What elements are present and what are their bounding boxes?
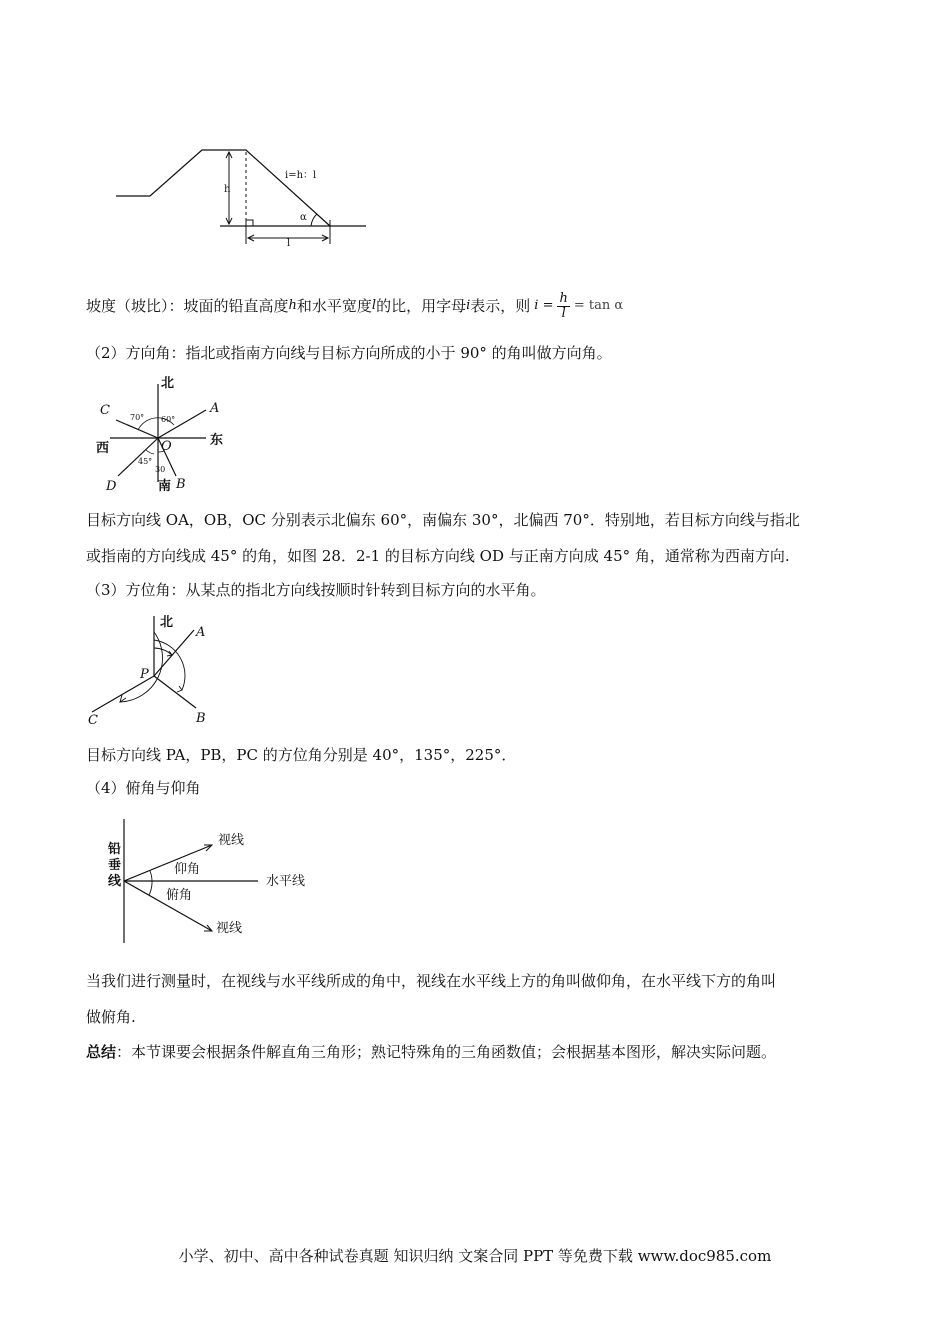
point-a-label: A bbox=[210, 401, 220, 416]
point-d-label: D bbox=[106, 479, 117, 494]
angle-45-label: 45° bbox=[138, 457, 153, 466]
alpha-label: α bbox=[300, 212, 307, 223]
elevation-label: 仰角 bbox=[174, 862, 201, 877]
elevation-depression-figure bbox=[100, 815, 360, 947]
point-c-label: C bbox=[100, 403, 110, 418]
angle-60-label: 60° bbox=[161, 415, 176, 424]
bearing-c-label: C bbox=[88, 713, 98, 728]
summary-text: ：本节课要会根据条件解直角三角形；熟记特殊角的三角函数值；会根据基本图形，解决实际问题。 bbox=[116, 1043, 777, 1061]
slope-profile bbox=[116, 150, 330, 226]
vertical-char-1: 铅 bbox=[108, 842, 122, 857]
section-4-heading: （4）俯角与仰角 bbox=[86, 779, 201, 797]
direction-explanation-line-2: 或指南的方向线成 45° 的角，如图 28．2-1 的目标方向线 OD 与正南方向成 45° 角，通常称为西南方向. bbox=[86, 547, 790, 565]
bearing-b-label: B bbox=[196, 711, 206, 726]
h-label: h bbox=[224, 184, 231, 195]
bearing-p-label: P bbox=[140, 667, 149, 682]
section-3-heading: （3）方位角：从某点的指北方向线按顺时针转到目标方向的水平角。 bbox=[86, 581, 546, 599]
ratio-label: i=h：l bbox=[285, 170, 317, 181]
sight-down-label: 视线 bbox=[216, 921, 243, 936]
depression-label: 俯角 bbox=[166, 888, 193, 903]
right-angle-mark bbox=[246, 220, 253, 226]
summary bbox=[86, 1042, 776, 1062]
horizontal-label: 水平线 bbox=[266, 874, 306, 889]
direction-angle-figure bbox=[88, 372, 238, 497]
bearing-north-label: 北 bbox=[160, 615, 174, 630]
point-b-label: B bbox=[176, 477, 186, 492]
elevation-explanation-line-2: 做俯角. bbox=[86, 1008, 136, 1026]
west-label: 西 bbox=[96, 441, 110, 456]
vertical-char-2: 垂 bbox=[108, 858, 122, 873]
slope-definition: 坡度（坡比）：坡面的铅直高度 h 和水平宽度 l 的比，用字母 i 表示，则 i = $\frac{h}{l}$ = tan α bbox=[86, 290, 624, 321]
angle-70-label: 70° bbox=[130, 413, 145, 422]
north-label: 北 bbox=[161, 376, 175, 391]
angle-30-label: 30 bbox=[155, 465, 166, 474]
slope-fraction: $\frac{h}{l}$ bbox=[559, 290, 568, 321]
slope-figure bbox=[110, 140, 380, 255]
south-label: 南 bbox=[158, 479, 172, 494]
summary-label: 总结 bbox=[86, 1043, 117, 1061]
elevation-explanation-line-1: 当我们进行测量时，在视线与水平线所成的角中，视线在水平线上方的角叫做仰角，在水平线下方的角叫 bbox=[86, 972, 777, 990]
bearing-a-label: A bbox=[196, 625, 206, 640]
direction-explanation-line-1: 目标方向线 OA，OB，OC 分别表示北偏东 60°，南偏东 30°，北偏西 70°．特别地，若目标方向线与指北 bbox=[86, 511, 800, 529]
alpha-arc bbox=[311, 214, 317, 226]
point-o-label: O bbox=[161, 439, 172, 454]
sight-up-label: 视线 bbox=[218, 833, 245, 848]
vertical-char-3: 线 bbox=[108, 874, 122, 889]
bearing-explanation: 目标方向线 PA，PB，PC 的方位角分别是 40°，135°，225°． bbox=[86, 746, 517, 764]
page-footer: 小学、初中、高中各种试卷真题 知识归纳 文案合同 PPT 等免费下载 www.doc985.com bbox=[178, 1247, 772, 1265]
section-2-heading: （2）方向角：指北或指南方向线与目标方向所成的小于 90° 的角叫做方向角。 bbox=[86, 344, 612, 362]
l-label: l bbox=[287, 238, 291, 249]
bearing-figure bbox=[84, 610, 224, 730]
east-label: 东 bbox=[210, 433, 224, 448]
